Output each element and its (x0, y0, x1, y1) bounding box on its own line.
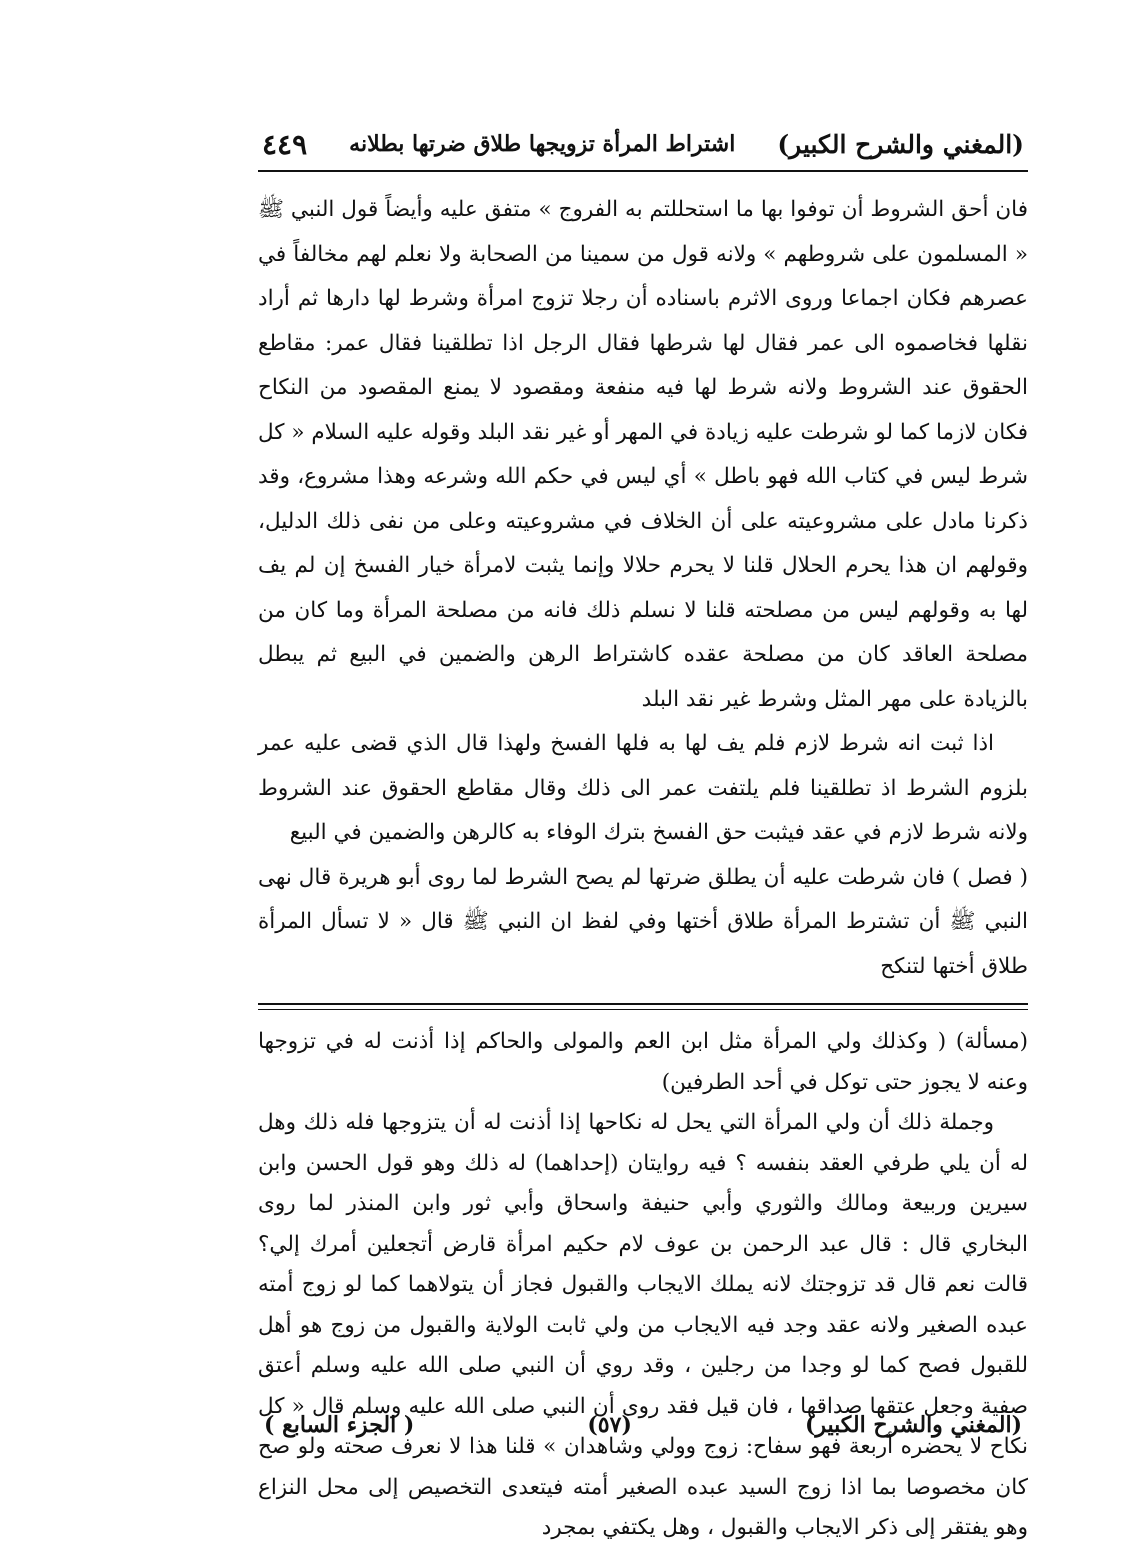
lower-paragraph-1: وجملة ذلك أن ولي المرأة التي يحل له نكاحها إذا أذنت له أن يتزوجها فله ذلك وهل له أن يلي طرفي العقد بنفسه ؟ فيه روايتان (إحداهما) له ذلك وهو قول الحسن وابن سيرين وربيعة ومالك والثوري وأبي حنيفة واسحاق وأبي ثور وابن المنذر لما روى البخاري قال : قال عبد الرحمن بن عوف لام حكيم امرأة قارض أتجعلين أمرك إلي؟ قالت نعم قال قد تزوجتك لانه يملك الايجاب والقبول فجاز أن يتولاهما كما لو زوج أمته عبده الصغير ولانه عقد وجد فيه الايجاب من ولي ثابت الولاية والقبول من زوج هو أهل للقبول فصح كما لو وجدا من رجلين ، وقد روي أن النبي صلى الله عليه وسلم أعتق صفية وجعل عتقها صداقها ، فان قيل فقد روى أن النبي صلى الله عليه وسلم قال « كل نكاح لا يحضره أربعة فهو سفاح: زوج وولي وشاهدان » قلنا هذا لا نعرف صحته ولو صح كان مخصوصا بما اذا زوج السيد عبده الصغير أمته فيتعدى التخصيص إلى محل النزاع وهو يفتقر إلى ذكر الايجاب والقبول ، وهل يكتفي بمجرد (258, 1110, 1028, 1540)
header-book-title: (المغني والشرح الكبير) (777, 129, 1024, 159)
page-number: ٤٤٩ (262, 127, 308, 161)
footer-sheet-number: (٥٧) (587, 1412, 632, 1438)
page-footer (258, 1412, 1028, 1438)
masala-paragraph: (مسألة) ( وكذلك ولي المرأة مثل ابن العم والمولى والحاكم إذا أذنت له في تزوجها وعنه لا يجوز حتى توكل في أحد الطرفين) (258, 1029, 1028, 1095)
upper-text-section (258, 188, 1028, 989)
footer-volume: ( الجزء السابع ) (264, 1412, 415, 1438)
book-page (258, 118, 1028, 1540)
upper-paragraph-3: ( فصل ) فان شرطت عليه أن يطلق ضرتها لم يصح الشرط لما روى أبو هريرة قال نهى النبي ﷺ أن تشترط المرأة طلاق أختها وفي لفظ ان النبي ﷺ قال « لا تسأل المرأة طلاق أختها لتنكح (258, 864, 1028, 979)
lower-text-section (258, 1022, 1028, 1549)
running-header (258, 118, 1028, 172)
section-divider (258, 1003, 1028, 1010)
upper-paragraph-1: فان أحق الشروط أن توفوا بها ما استحللتم به الفروج » متفق عليه وأيضاً قول النبي ﷺ « المسلمون على شروطهم » ولانه قول من سمينا من الصحابة ولا نعلم لهم مخالفاً في عصرهم فكان اجماعا وروى الاثرم باسناده أن رجلا تزوج امرأة وشرط لها دارها ثم أراد نقلها فخاصموه الى عمر فقال لها شرطها فقال الرجل اذا تطلقينا فقال عمر: مقاطع الحقوق عند الشروط ولانه شرط لها فيه منفعة ومقصود لا يمنع المقصود من النكاح فكان لازما كما لو شرطت عليه زيادة في المهر أو غير نقد البلد وقوله عليه السلام « كل شرط ليس في كتاب الله فهو باطل » أي ليس في حكم الله وشرعه وهذا مشروع، وقد ذكرنا مادل على مشروعيته على أن الخلاف في مشروعيته وعلى من نفى ذلك الدليل، وقولهم ان هذا يحرم الحلال قلنا لا يحرم حلالا وإنما يثبت لامرأة خيار الفسخ إن لم يف لها به وقولهم ليس من مصلحته قلنا لا نسلم ذلك فانه من مصلحة المرأة وما كان من مصلحة العاقد كان من مصلحة عقده كاشتراط الرهن والضمين في البيع ثم يبطل بالزيادة على مهر المثل وشرط غير نقد البلد (258, 197, 1028, 712)
header-topic: اشتراط المرأة تزويجها طلاق ضرتها بطلانه (349, 131, 736, 157)
footer-book-title: (المغني والشرح الكبير) (804, 1412, 1022, 1438)
upper-paragraph-2: اذا ثبت انه شرط لازم فلم يف لها به فلها الفسخ ولهذا قال الذي قضى عليه عمر بلزوم الشرط اذ تطلقينا فلم يلتفت عمر الى ذلك وقال مقاطع الحقوق عند الشروط ولانه شرط لازم في عقد فيثبت حق الفسخ بترك الوفاء به كالرهن والضمين في البيع (258, 731, 1028, 845)
